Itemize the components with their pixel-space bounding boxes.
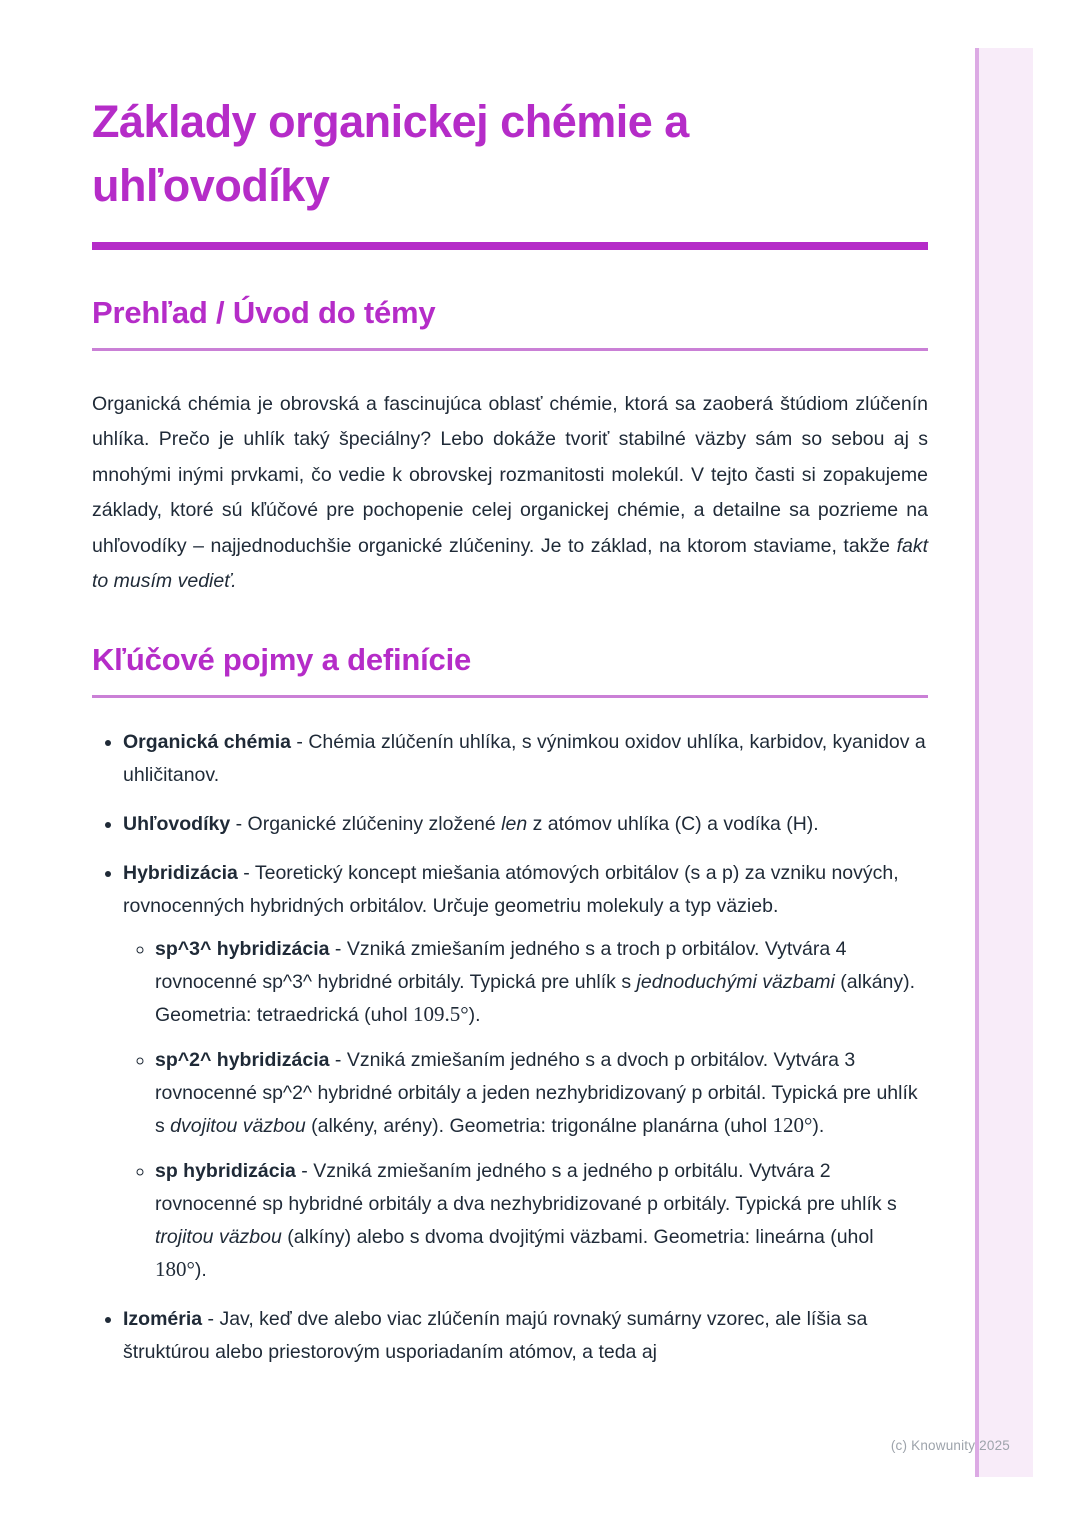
term-subitem-sp3-hybridizacia xyxy=(155,933,928,1032)
term-subitem-sp2-hybridizacia xyxy=(155,1044,928,1143)
term-text: Izoméria - Jav, keď dve alebo viac zlúčenín majú rovnaký sumárny vzorec, ale líšia sa štruktúrou alebo priestorovým usporiadaním atómov, a teda aj xyxy=(123,1307,868,1363)
document-body xyxy=(92,0,928,1385)
key-terms-list xyxy=(92,726,928,1369)
term-subitem-sp-hybridizacia xyxy=(155,1155,928,1287)
term-text: Uhľovodíky - Organické zlúčeniny zložené len z atómov uhlíka (C) a vodíka (H). xyxy=(123,812,819,835)
term-text: sp^2^ hybridizácia - Vzniká zmiešaním jedného s a dvoch p orbitálov. Vytvára 3 rovnocenné sp^2^ hybridné orbitály a jeden nezhybridizovaný p orbitál. Typická pre uhlík s dvojitou väzbou (alkény, arény). Geometria: trigonálne planárna (uhol 120°). xyxy=(155,1048,918,1137)
term-item-izomeria xyxy=(123,1303,928,1369)
page-title: Základy organickej chémie a uhľovodíky xyxy=(92,96,689,211)
right-accent-strip xyxy=(975,48,1033,1477)
term-text: sp hybridizácia - Vzniká zmiešaním jedného s a jedného p orbitálu. Vytvára 2 rovnocenné sp hybridné orbitály a dva nezhybridizované p orbitály. Typická pre uhlík s trojitou väzbou (alkíny) alebo s dvoma dvojitými väzbami. Geometria: lineárna (uhol 180°). xyxy=(155,1159,897,1281)
term-text: Organická chémia - Chémia zlúčenín uhlíka, s výnimkou oxidov uhlíka, karbidov, kyanidov a uhličitanov. xyxy=(123,730,926,786)
section-heading-intro: Prehľad / Úvod do témy xyxy=(92,294,436,330)
term-text: sp^3^ hybridizácia - Vzniká zmiešaním jedného s a troch p orbitálov. Vytvára 4 rovnocenné sp^3^ hybridné orbitály. Typická pre uhlík s jednoduchými väzbami (alkány). Geometria: tetraedrická (uhol 109.5°). xyxy=(155,937,916,1026)
copyright-note: (c) Knowunity 2025 xyxy=(890,1438,1010,1453)
intro-paragraph: Organická chémia je obrovská a fascinujúca oblasť chémie, ktorá sa zaoberá štúdiom zlúčenín uhlíka. Prečo je uhlík taký špeciálny? Lebo dokáže tvoriť stabilné väzby sám so sebou aj s mnohými inými prvkami, čo vedie k obrovskej rozmanitosti molekúl. V tejto časti si zopakujeme základy, ktoré sú kľúčové pre pochopenie celej organickej chémie, a detailne sa pozrieme na uhľovodíky – najjednoduchšie organické zlúčeniny. Je to základ, na ktorom staviame, takže fakt to musím vedieť. xyxy=(92,392,928,593)
section-divider-terms xyxy=(92,695,928,698)
title-divider xyxy=(92,242,928,250)
term-item-hybridizacia xyxy=(123,857,928,1287)
section-heading-terms: Kľúčové pojmy a definície xyxy=(92,641,472,677)
term-item-uhlovodiky xyxy=(123,808,928,841)
hybridization-sublist xyxy=(123,933,928,1287)
term-item-organicka-chemia xyxy=(123,726,928,792)
term-text: Hybridizácia - Teoretický koncept miešania atómových orbitálov (s a p) za vzniku nových, rovnocenných hybridných orbitálov. Určuje geometriu molekuly a typ väzieb. xyxy=(123,861,899,917)
section-divider-intro xyxy=(92,348,928,351)
